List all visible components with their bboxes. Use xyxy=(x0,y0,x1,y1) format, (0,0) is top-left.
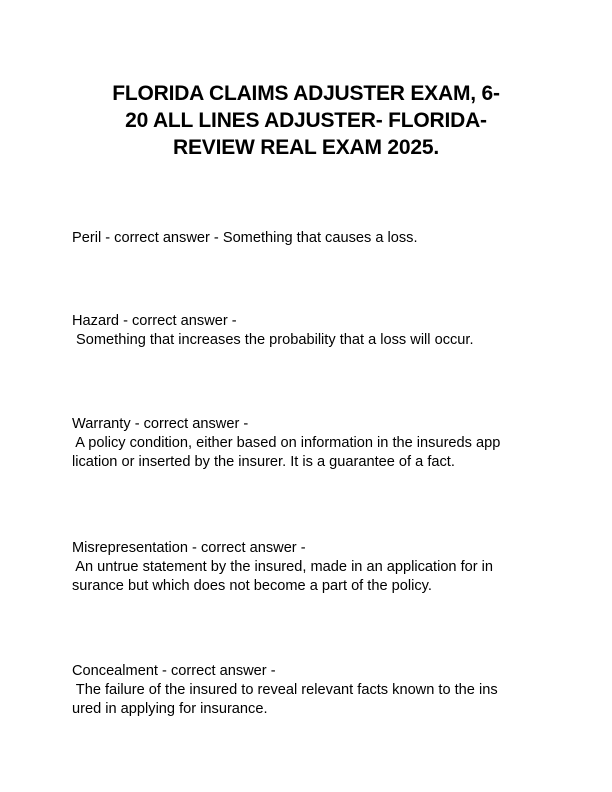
entry-line: An untrue statement by the insured, made in an application for in xyxy=(72,559,494,575)
entry-line: ured in applying for insurance. xyxy=(72,701,268,717)
entry-warranty xyxy=(72,415,552,472)
title-line: 20 ALL LINES ADJUSTER- FLORIDA- xyxy=(125,109,487,132)
entry-line: A policy condition, either based on information in the insureds app xyxy=(72,435,501,451)
entry-peril xyxy=(72,229,552,248)
title-line: FLORIDA CLAIMS ADJUSTER EXAM, 6- xyxy=(112,82,500,105)
entry-line: Warranty - correct answer - xyxy=(72,416,249,432)
entry-line: surance but which does not become a part of the policy. xyxy=(72,578,432,594)
entry-line: Misrepresentation - correct answer - xyxy=(72,540,306,556)
title-line: REVIEW REAL EXAM 2025. xyxy=(173,136,439,159)
entry-hazard xyxy=(72,312,552,350)
entry-concealment xyxy=(72,662,552,719)
entry-line: Hazard - correct answer - xyxy=(72,313,237,329)
entry-line: lication or inserted by the insurer. It is a guarantee of a fact. xyxy=(72,454,455,470)
entry-line: Something that increases the probability that a loss will occur. xyxy=(72,332,474,348)
entry-line: Concealment - correct answer - xyxy=(72,663,276,679)
entry-line: Peril - correct answer - Something that causes a loss. xyxy=(72,230,418,246)
entry-misrepresentation xyxy=(72,539,552,596)
document-title xyxy=(60,80,552,161)
entry-line: The failure of the insured to reveal relevant facts known to the ins xyxy=(72,682,498,698)
